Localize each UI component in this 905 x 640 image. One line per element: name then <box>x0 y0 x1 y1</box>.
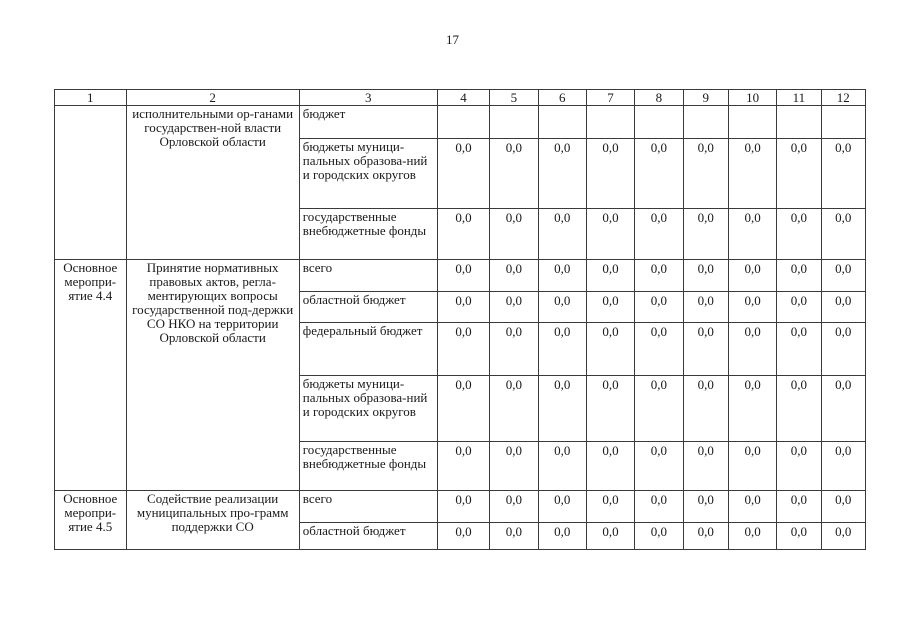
value-cell: 0,0 <box>683 442 728 491</box>
value-cell: 0,0 <box>635 442 683 491</box>
activity-description-cell: исполнительными ор-ганами государствен-ной власти Орловской области <box>126 106 299 260</box>
value-cell: 0,0 <box>777 491 821 523</box>
value-cell: 0,0 <box>728 260 776 292</box>
value-cell: 0,0 <box>437 139 489 209</box>
value-cell: 0,0 <box>538 292 586 323</box>
table-row <box>55 260 866 292</box>
value-cell: 0,0 <box>821 139 865 209</box>
value-cell: 0,0 <box>538 523 586 550</box>
value-cell: 0,0 <box>821 376 865 442</box>
value-cell: 0,0 <box>490 442 538 491</box>
value-cell <box>538 106 586 139</box>
funding-source-cell: бюджеты муници-пальных образова-ний и городских округов <box>299 139 437 209</box>
value-cell: 0,0 <box>683 209 728 260</box>
activity-description-cell: Содействие реализации муниципальных про-грамм поддержки СО <box>126 491 299 550</box>
value-cell <box>490 106 538 139</box>
table-row <box>55 491 866 523</box>
value-cell: 0,0 <box>635 292 683 323</box>
value-cell: 0,0 <box>586 376 634 442</box>
value-cell <box>821 106 865 139</box>
column-header: 4 <box>437 90 489 106</box>
value-cell: 0,0 <box>437 209 489 260</box>
value-cell: 0,0 <box>777 260 821 292</box>
column-header: 9 <box>683 90 728 106</box>
column-header: 8 <box>635 90 683 106</box>
value-cell: 0,0 <box>683 260 728 292</box>
column-header: 2 <box>126 90 299 106</box>
value-cell: 0,0 <box>728 323 776 376</box>
value-cell: 0,0 <box>635 376 683 442</box>
value-cell: 0,0 <box>728 209 776 260</box>
column-header: 1 <box>55 90 127 106</box>
value-cell: 0,0 <box>821 323 865 376</box>
value-cell: 0,0 <box>777 523 821 550</box>
value-cell: 0,0 <box>586 209 634 260</box>
value-cell: 0,0 <box>490 491 538 523</box>
value-cell: 0,0 <box>777 442 821 491</box>
funding-source-cell: всего <box>299 491 437 523</box>
value-cell: 0,0 <box>437 260 489 292</box>
value-cell: 0,0 <box>635 523 683 550</box>
column-header: 5 <box>490 90 538 106</box>
value-cell <box>728 106 776 139</box>
value-cell: 0,0 <box>538 139 586 209</box>
funding-source-cell: федеральный бюджет <box>299 323 437 376</box>
value-cell: 0,0 <box>437 376 489 442</box>
column-header: 11 <box>777 90 821 106</box>
column-header: 7 <box>586 90 634 106</box>
value-cell: 0,0 <box>586 523 634 550</box>
value-cell <box>437 106 489 139</box>
value-cell: 0,0 <box>777 209 821 260</box>
value-cell: 0,0 <box>538 442 586 491</box>
value-cell: 0,0 <box>586 292 634 323</box>
value-cell: 0,0 <box>683 323 728 376</box>
value-cell: 0,0 <box>437 323 489 376</box>
value-cell: 0,0 <box>821 523 865 550</box>
value-cell: 0,0 <box>777 292 821 323</box>
value-cell: 0,0 <box>821 491 865 523</box>
activity-description-cell: Принятие нормативных правовых актов, регла-ментирующих вопросы государственной под-держки СО НКО на территории Орловской области <box>126 260 299 491</box>
value-cell: 0,0 <box>635 139 683 209</box>
value-cell: 0,0 <box>437 491 489 523</box>
value-cell <box>635 106 683 139</box>
value-cell: 0,0 <box>821 260 865 292</box>
value-cell: 0,0 <box>586 323 634 376</box>
value-cell: 0,0 <box>538 260 586 292</box>
value-cell: 0,0 <box>683 491 728 523</box>
value-cell: 0,0 <box>777 323 821 376</box>
value-cell: 0,0 <box>635 491 683 523</box>
value-cell: 0,0 <box>538 491 586 523</box>
value-cell: 0,0 <box>728 292 776 323</box>
value-cell: 0,0 <box>821 442 865 491</box>
value-cell: 0,0 <box>490 292 538 323</box>
value-cell: 0,0 <box>538 376 586 442</box>
value-cell: 0,0 <box>777 376 821 442</box>
funding-source-cell: всего <box>299 260 437 292</box>
value-cell: 0,0 <box>490 209 538 260</box>
value-cell: 0,0 <box>490 523 538 550</box>
value-cell: 0,0 <box>683 139 728 209</box>
activity-code-cell: Основное меропри-ятие 4.4 <box>55 260 127 491</box>
value-cell: 0,0 <box>728 491 776 523</box>
value-cell: 0,0 <box>586 139 634 209</box>
value-cell: 0,0 <box>728 139 776 209</box>
funding-source-cell: бюджет <box>299 106 437 139</box>
value-cell <box>777 106 821 139</box>
value-cell: 0,0 <box>490 323 538 376</box>
funding-source-cell: областной бюджет <box>299 523 437 550</box>
value-cell: 0,0 <box>821 292 865 323</box>
page-number: 17 <box>446 32 459 47</box>
value-cell: 0,0 <box>728 376 776 442</box>
funding-source-cell: государственные внебюджетные фонды <box>299 209 437 260</box>
funding-source-cell: государственные внебюджетные фонды <box>299 442 437 491</box>
value-cell: 0,0 <box>821 209 865 260</box>
column-header: 10 <box>728 90 776 106</box>
value-cell: 0,0 <box>635 260 683 292</box>
value-cell: 0,0 <box>586 260 634 292</box>
value-cell: 0,0 <box>635 323 683 376</box>
value-cell: 0,0 <box>437 292 489 323</box>
value-cell: 0,0 <box>635 209 683 260</box>
value-cell: 0,0 <box>683 292 728 323</box>
value-cell <box>586 106 634 139</box>
value-cell: 0,0 <box>683 523 728 550</box>
value-cell: 0,0 <box>777 139 821 209</box>
value-cell: 0,0 <box>490 139 538 209</box>
value-cell: 0,0 <box>538 323 586 376</box>
value-cell: 0,0 <box>728 442 776 491</box>
budget-table <box>54 89 866 550</box>
value-cell: 0,0 <box>538 209 586 260</box>
funding-source-cell: бюджеты муници-пальных образова-ний и городских округов <box>299 376 437 442</box>
value-cell: 0,0 <box>437 523 489 550</box>
column-header: 12 <box>821 90 865 106</box>
value-cell <box>683 106 728 139</box>
value-cell: 0,0 <box>586 442 634 491</box>
table-header-row <box>55 90 866 106</box>
value-cell: 0,0 <box>586 491 634 523</box>
activity-code-cell <box>55 106 127 260</box>
value-cell: 0,0 <box>490 376 538 442</box>
value-cell: 0,0 <box>437 442 489 491</box>
column-header: 6 <box>538 90 586 106</box>
activity-code-cell: Основное меропри-ятие 4.5 <box>55 491 127 550</box>
value-cell: 0,0 <box>490 260 538 292</box>
value-cell: 0,0 <box>683 376 728 442</box>
table-row <box>55 106 866 139</box>
value-cell: 0,0 <box>728 523 776 550</box>
column-header: 3 <box>299 90 437 106</box>
funding-source-cell: областной бюджет <box>299 292 437 323</box>
